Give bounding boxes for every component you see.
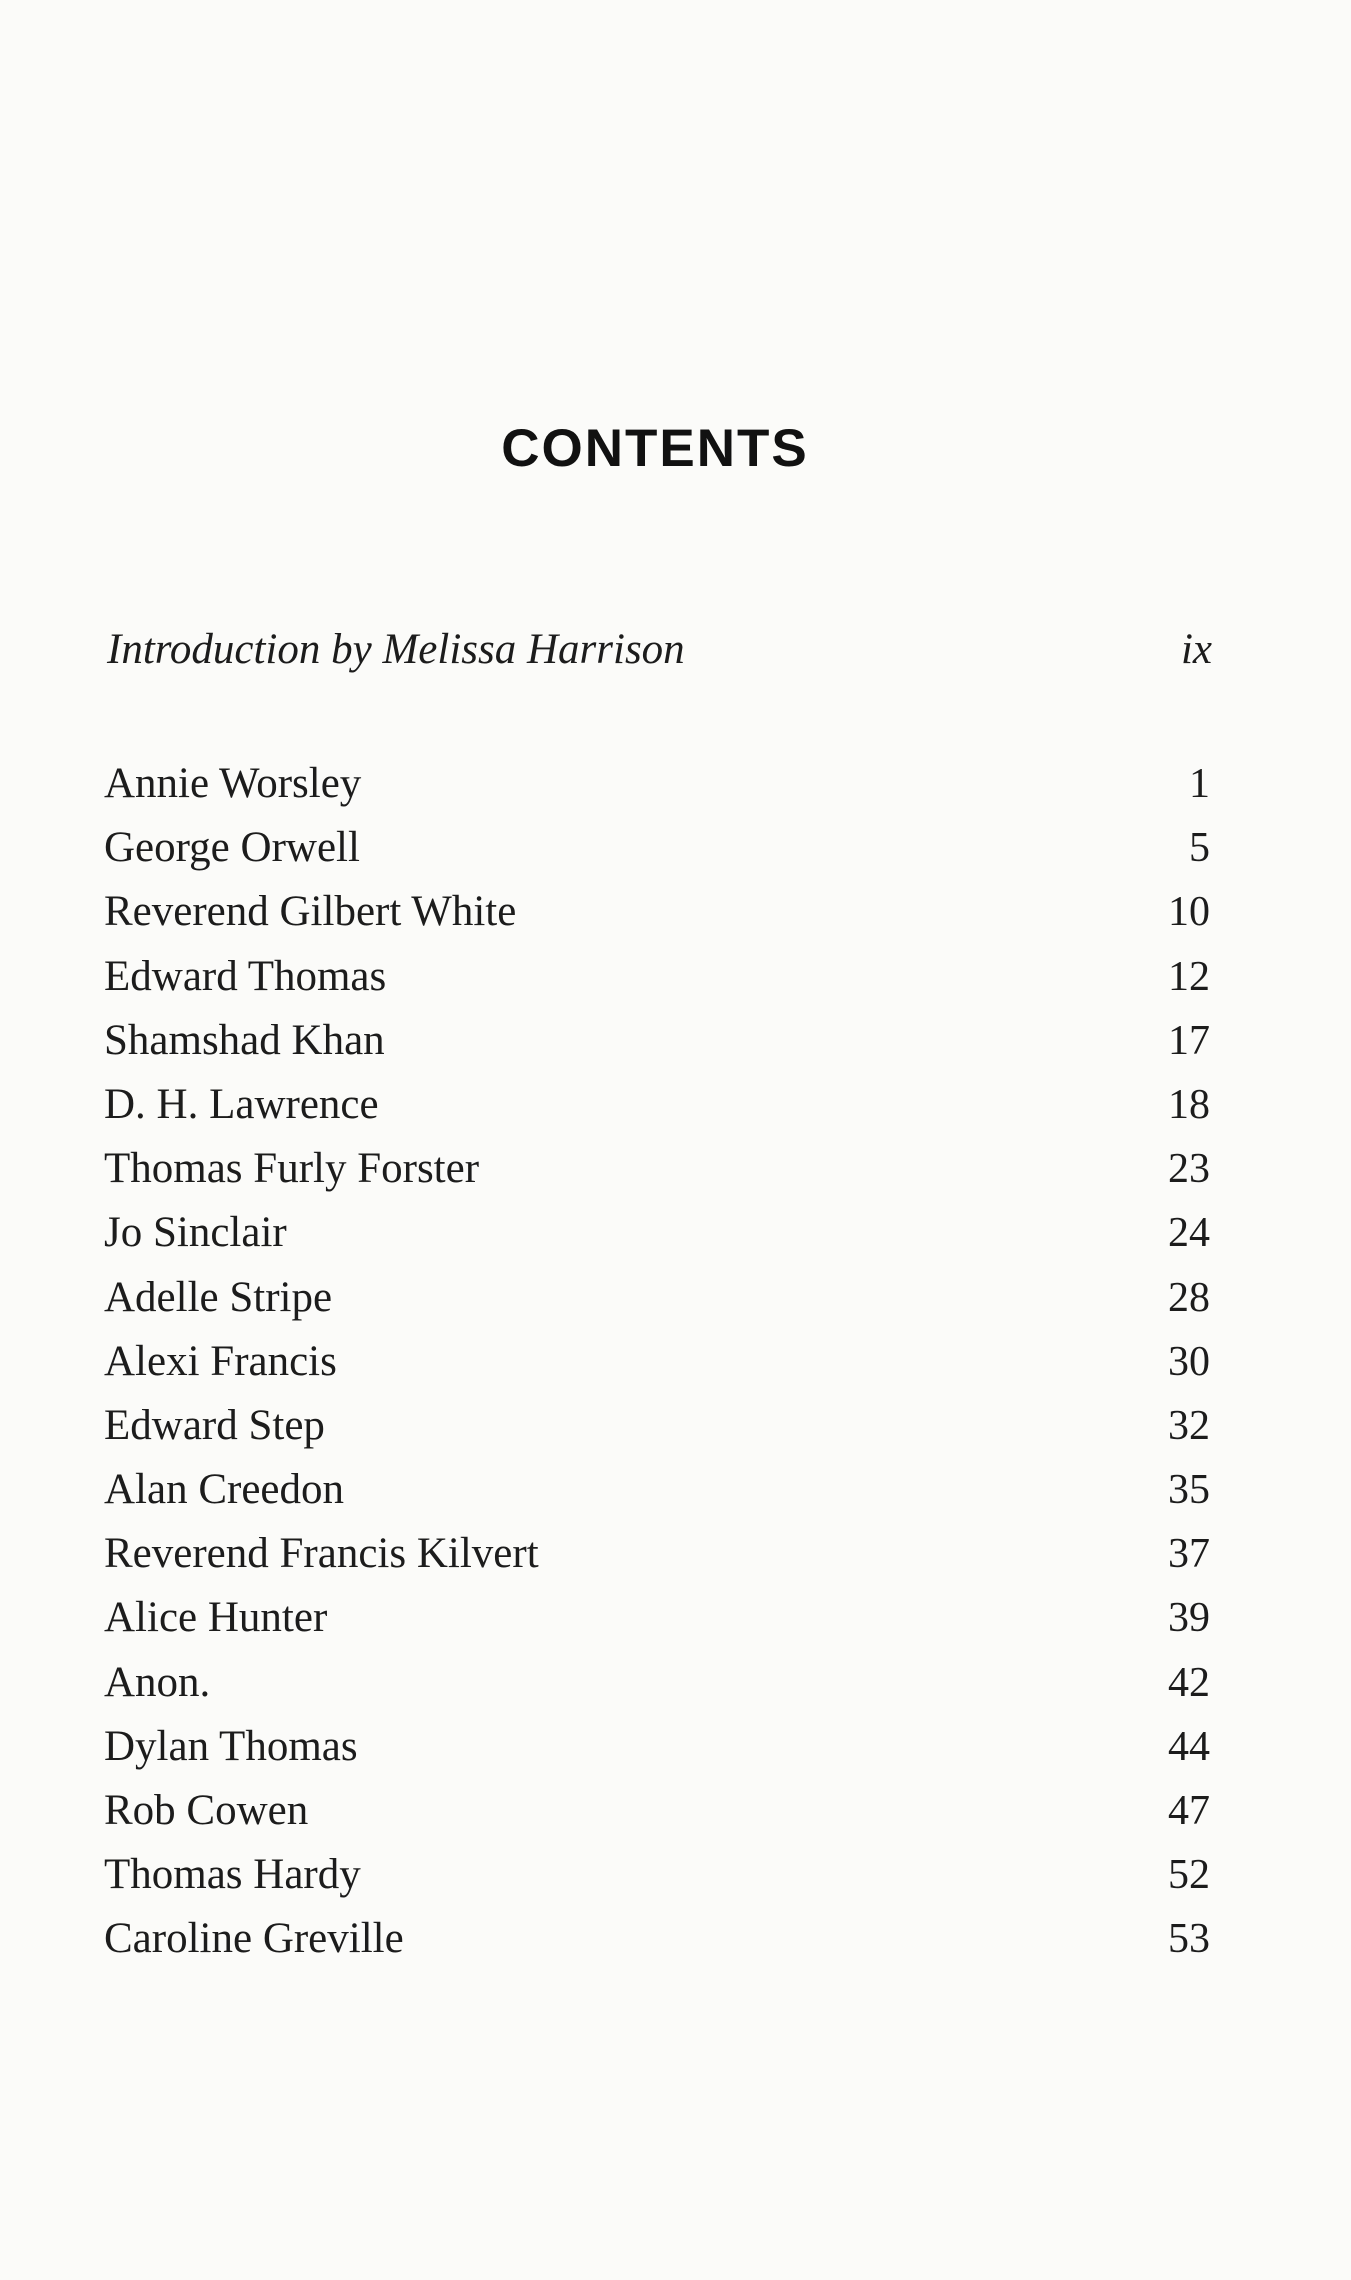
entry-page-number: 35 (1168, 1467, 1210, 1514)
entry-author: Alice Hunter (104, 1594, 328, 1642)
entry-page-number: 23 (1168, 1146, 1210, 1193)
contents-heading: CONTENTS (501, 419, 809, 478)
contents-entry (104, 1458, 1210, 1522)
entry-page-number: 37 (1168, 1531, 1210, 1578)
contents-entry (104, 1009, 1210, 1073)
introduction-page-number: ix (1180, 626, 1212, 673)
entry-page-number: 47 (1168, 1788, 1210, 1834)
entry-author: Thomas Hardy (104, 1851, 361, 1899)
entry-author: Dylan Thomas (104, 1722, 358, 1770)
entry-page-number: 42 (1168, 1659, 1210, 1706)
entry-author: Rob Cowen (104, 1787, 309, 1834)
entry-page-number: 32 (1168, 1402, 1210, 1449)
contents-entry (104, 1137, 1210, 1201)
contents-entry (104, 1330, 1210, 1394)
contents-entry (104, 945, 1210, 1009)
entry-author: Reverend Gilbert White (104, 888, 517, 936)
contents-entry (104, 1715, 1210, 1779)
entry-page-number: 24 (1168, 1210, 1210, 1257)
contents-entry (104, 1907, 1210, 1971)
entry-page-number: 5 (1189, 825, 1210, 872)
entry-page-number: 30 (1168, 1338, 1210, 1385)
introduction-title: Introduction by Melissa Harrison (107, 626, 685, 673)
entry-author: Shamshad Khan (104, 1016, 385, 1064)
contents-entry (104, 1266, 1210, 1330)
contents-entry (104, 1394, 1210, 1458)
contents-entry (104, 1843, 1210, 1907)
contents-entry (104, 1073, 1210, 1137)
entry-author: George Orwell (104, 824, 360, 872)
contents-entry (104, 1201, 1210, 1265)
entry-author: Annie Worsley (104, 760, 362, 807)
entry-page-number: 18 (1168, 1081, 1210, 1128)
entry-author: Jo Sinclair (104, 1209, 287, 1257)
entry-author: Caroline Greville (104, 1915, 404, 1963)
entry-author: Alexi Francis (104, 1337, 337, 1385)
contents-entry (104, 1779, 1210, 1843)
entry-author: Adelle Stripe (104, 1273, 333, 1321)
entry-author: Edward Step (104, 1401, 325, 1449)
entry-author: Alan Creedon (104, 1466, 345, 1514)
contents-entry (104, 752, 1210, 816)
entry-page-number: 39 (1168, 1595, 1210, 1642)
entry-author: Anon. (104, 1658, 211, 1706)
contents-entry (104, 1522, 1210, 1586)
contents-list (104, 752, 1210, 1972)
entry-page-number: 28 (1168, 1274, 1210, 1321)
entry-page-number: 12 (1168, 953, 1210, 1000)
entry-author: Thomas Furly Forster (104, 1145, 480, 1193)
entry-page-number: 17 (1168, 1017, 1210, 1064)
entry-author: Edward Thomas (104, 952, 387, 1000)
contents-entry (104, 1651, 1210, 1715)
contents-entry (104, 1586, 1210, 1650)
contents-entry (104, 880, 1210, 944)
entry-page-number: 1 (1189, 761, 1210, 807)
entry-author: Reverend Francis Kilvert (104, 1530, 539, 1578)
entry-page-number: 10 (1168, 889, 1210, 936)
entry-page-number: 53 (1168, 1916, 1210, 1963)
entry-author: D. H. Lawrence (104, 1080, 379, 1128)
introduction-entry (107, 625, 1212, 674)
entry-page-number: 44 (1168, 1723, 1210, 1770)
entry-page-number: 52 (1168, 1852, 1210, 1899)
contents-entry (104, 816, 1210, 880)
